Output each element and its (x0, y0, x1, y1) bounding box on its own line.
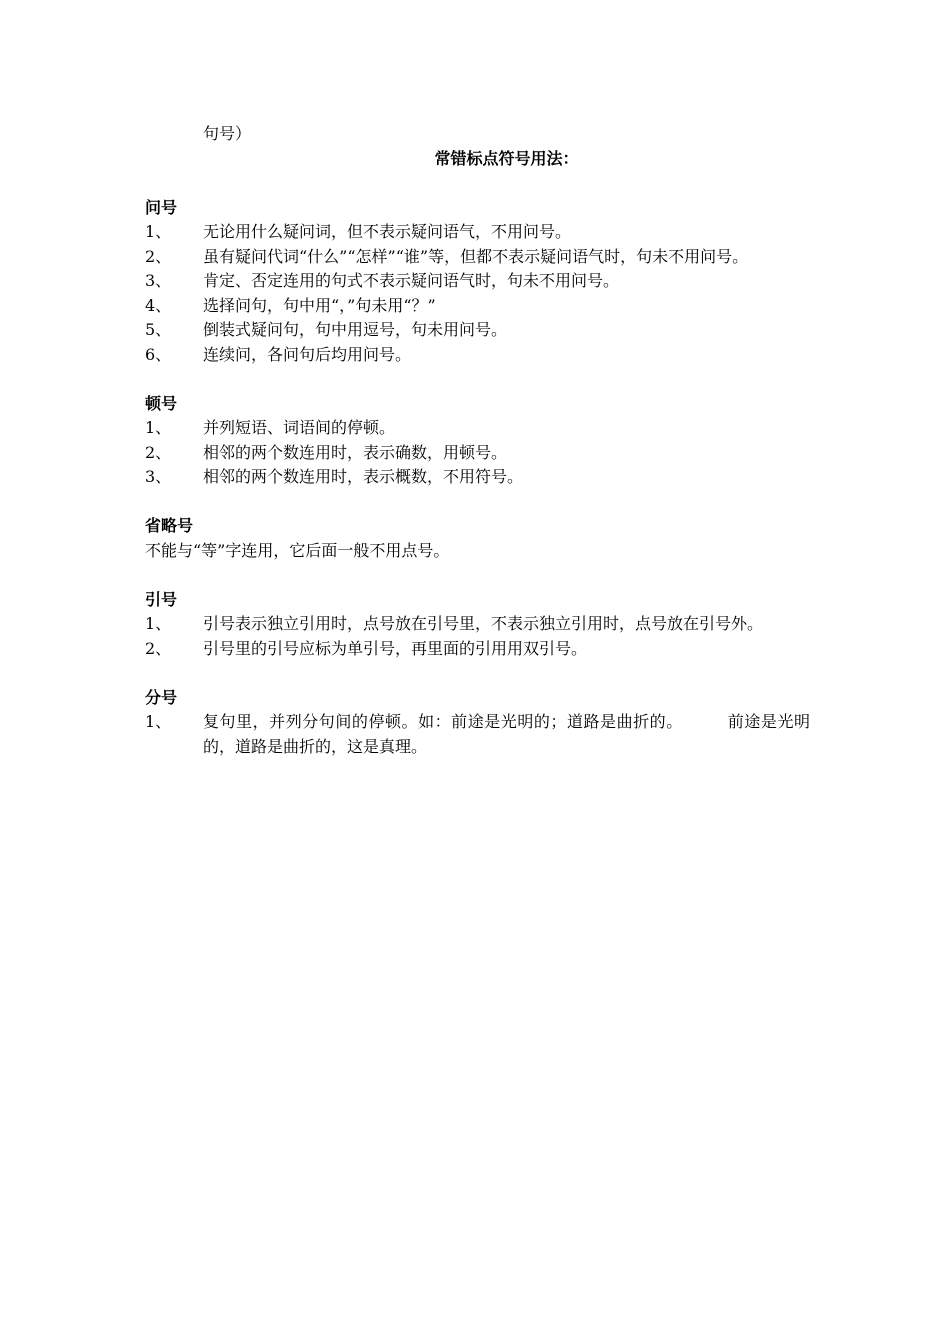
list-item (145, 612, 810, 637)
document-body (145, 122, 810, 759)
blank-line (145, 171, 810, 196)
list-item (145, 343, 810, 368)
blank-line (145, 490, 810, 515)
item-text: 无论用什么疑问词，但不表示疑问语气，不用问号。 (203, 222, 572, 241)
section-ellipsis (145, 514, 810, 563)
carry-over-text: 句号） (203, 124, 252, 143)
item-text: 倒装式疑问句，句中用逗号，句未用问号。 (203, 320, 508, 339)
item-text: 引号表示独立引用时，点号放在引号里，不表示独立引用时，点号放在引号外。 (203, 614, 764, 633)
item-number: 2、 (145, 442, 172, 462)
list-item (145, 710, 810, 759)
item-text: 相邻的两个数连用时，表示确数，用顿号。 (203, 442, 508, 462)
section-enumeration-comma (145, 392, 810, 490)
item-number: 2、 (145, 246, 172, 266)
item-number: 2、 (145, 638, 172, 658)
item-text: 肯定、否定连用的句式不表示疑问语气时，句未不用问号。 (203, 271, 620, 290)
item-number: 3、 (145, 271, 172, 290)
item-text: 并列短语、词语间的停顿。 (203, 418, 396, 437)
item-number: 6、 (145, 344, 172, 364)
item-text: 连续问，各问句后均用问号。 (203, 344, 412, 364)
list-item (145, 220, 810, 245)
item-number: 1、 (145, 222, 172, 241)
item-number: 5、 (145, 320, 172, 339)
list-item (145, 318, 810, 343)
list-item (145, 416, 810, 441)
section-question-mark (145, 196, 810, 368)
item-text: 复句里，并列分句间的停顿。如：前途是光明的；道路是曲折的。 前途是光明的，道路是曲折的，这是真理。 (203, 712, 810, 756)
item-text: 引号里的引号应标为单引号，再里面的引用用双引号。 (203, 638, 588, 658)
section-heading: 问号 (145, 197, 178, 217)
list-item (145, 269, 810, 294)
list-item (145, 245, 810, 270)
section-paragraph: 不能与“等”字连用，它后面一般不用点号。 (145, 540, 450, 560)
blank-line (145, 563, 810, 588)
section-heading: 顿号 (145, 393, 178, 413)
list-item (145, 294, 810, 319)
item-number: 1、 (145, 712, 172, 731)
item-number: 3、 (145, 467, 172, 486)
list-item (145, 441, 810, 466)
blank-line (145, 367, 810, 392)
section-heading: 省略号 (145, 516, 194, 535)
list-item (145, 465, 810, 490)
list-item (145, 637, 810, 662)
item-text: 选择问句，句中用“，”句未用“？” (203, 295, 436, 315)
item-text: 虽有疑问代词“什么”“怎样”“谁”等，但都不表示疑问语气时，句未不用问号。 (203, 246, 749, 266)
section-heading: 分号 (145, 687, 178, 707)
item-number: 4、 (145, 295, 172, 315)
section-semicolon (145, 686, 810, 760)
item-number: 1、 (145, 418, 172, 437)
blank-line (145, 661, 810, 686)
section-heading: 引号 (145, 589, 178, 609)
page-title: 常错标点符号用法： (434, 148, 579, 168)
item-text: 相邻的两个数连用时，表示概数，不用符号。 (203, 467, 524, 486)
item-number: 1、 (145, 614, 172, 633)
section-quotation-marks (145, 588, 810, 662)
